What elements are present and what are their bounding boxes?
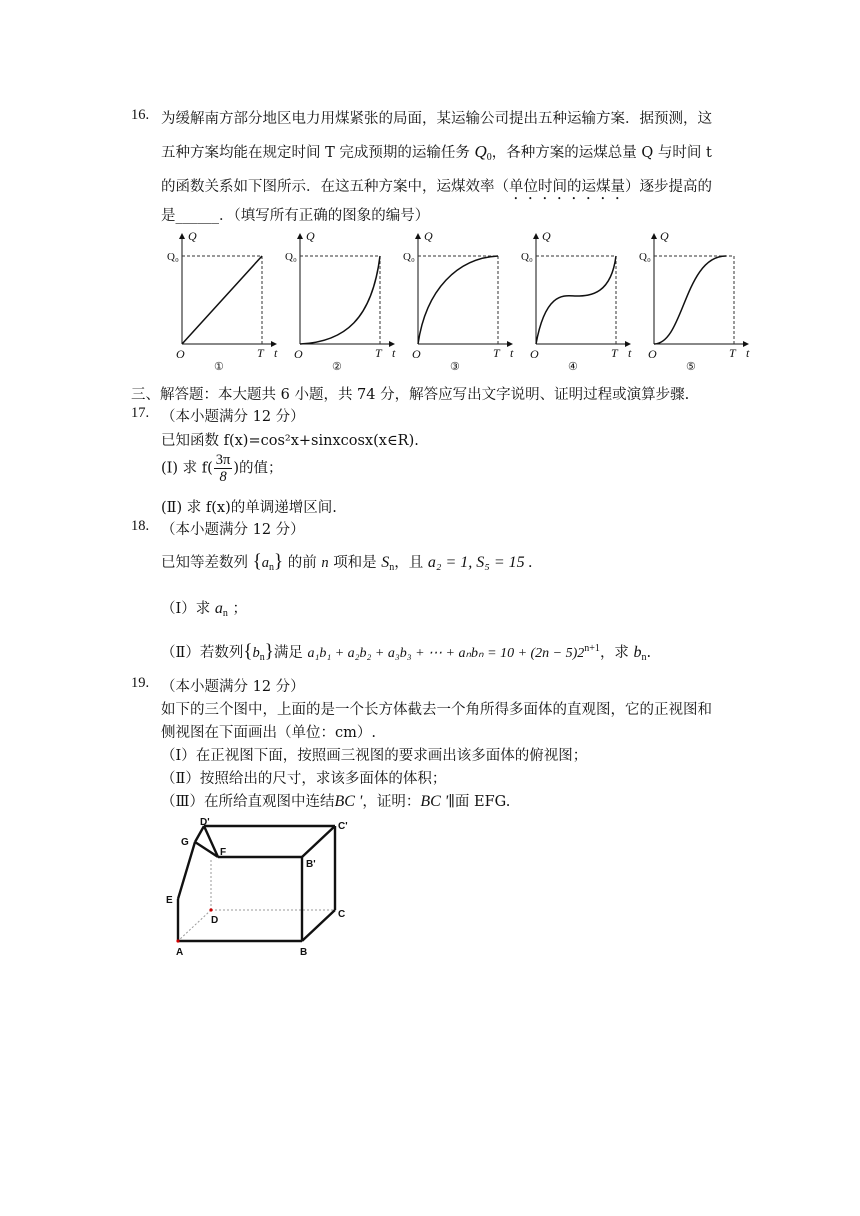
q19-number: 19. xyxy=(131,675,150,691)
vertex-label-c-prime: C' xyxy=(338,821,348,832)
graph-1-curve xyxy=(182,256,262,344)
graph-t-axis-label: t xyxy=(392,346,396,360)
q18-n: n xyxy=(321,555,329,571)
graph-3-curve xyxy=(418,256,498,344)
q19-part3 xyxy=(161,790,510,811)
graph-origin-label: O xyxy=(648,347,657,361)
q17-frac-num: 3π xyxy=(215,452,231,468)
q16-line3-text2: ）逐步提高的 xyxy=(625,179,712,195)
graph-q0-label: Q₀ xyxy=(403,251,415,263)
q16-line1: 为缓解南方部分地区电力用煤紧张的局面，某运输公司提出五种运输方案．据预测，这 xyxy=(161,111,712,127)
graph-2-curve xyxy=(300,256,380,344)
q16-graphs xyxy=(160,226,760,376)
q17-part1-post: )的值； xyxy=(233,460,283,477)
graph-T-label: T xyxy=(257,346,264,360)
q18-line1-post: ，且 xyxy=(394,555,424,571)
vertex-label-g: G xyxy=(181,837,189,848)
q18-part1-pre: （Ⅰ）求 xyxy=(161,601,211,617)
graph-4-curve xyxy=(536,256,616,344)
vertex-label-c: C xyxy=(338,909,346,920)
graph-index-label: ④ xyxy=(568,361,578,373)
q16-q0: Q xyxy=(474,142,487,161)
q19-bc-var2: BC ' xyxy=(420,793,449,810)
graph-t-axis-label: t xyxy=(510,346,514,360)
q19-part3-mid: ，证明： xyxy=(362,794,421,810)
q19-polyhedron-figure xyxy=(160,815,370,960)
graph-origin-label: O xyxy=(530,347,539,361)
graph-q-axis-label: Q xyxy=(188,229,197,243)
graph-index-label: ① xyxy=(214,361,224,373)
q16-line2-text2: ，各种方案的运煤总量 Q 与时间 t xyxy=(491,145,712,161)
graph-5 xyxy=(639,229,750,373)
q16-line4: 是______．（填写所有正确的图象的编号） xyxy=(161,208,430,224)
q16-line2 xyxy=(161,141,712,163)
q16-q0-sub: 0 xyxy=(486,152,492,163)
graph-origin-label: O xyxy=(412,347,421,361)
q18-score: （本小题满分 12 分） xyxy=(161,522,305,538)
q18-number: 18. xyxy=(131,518,150,534)
q18-sum-expr: a₁b₁ + a₂b₂ + a₃b₃ + ⋯ + aₙbₙ = 10 + (2n − 5)2 xyxy=(307,646,585,661)
q18-line1-pre: 已知等差数列 xyxy=(161,555,248,571)
q17-part2: (Ⅱ) 求 f(x)的单调递增区间. xyxy=(161,500,337,516)
q19-part1: （Ⅰ）在正视图下面，按照画三视图的要求画出该多面体的俯视图； xyxy=(161,748,588,764)
hidden-edge-da xyxy=(178,910,211,941)
q18-sum-exp: n+1 xyxy=(584,643,600,654)
graph-q-axis-label: Q xyxy=(660,229,669,243)
graph-q0-label: Q₀ xyxy=(639,251,651,263)
q18-part1: （Ⅰ）求 $a_n$ ； xyxy=(161,600,247,619)
vertex-label-d: D xyxy=(211,915,219,926)
graph-index-label: ② xyxy=(332,361,342,373)
q18-line1-mid: 的前 xyxy=(287,555,317,571)
vertex-label-b-prime: B' xyxy=(306,859,316,870)
graph-origin-label: O xyxy=(294,347,303,361)
q17-number: 17. xyxy=(131,405,150,421)
graph-4 xyxy=(521,229,632,373)
graph-3 xyxy=(403,229,514,373)
q19-line2: 侧视图在下面画出（单位：cm）. xyxy=(161,725,376,741)
q19-part2: （Ⅱ）按照给出的尺寸，求该多面体的体积； xyxy=(161,771,447,787)
vertex-label-d-prime: D' xyxy=(200,817,210,828)
q19-score: （本小题满分 12 分） xyxy=(161,679,305,695)
q18-part1-post: ； xyxy=(232,601,247,617)
graph-t-axis-label: t xyxy=(274,346,278,360)
q18-part2-end: . xyxy=(646,645,652,661)
q19-part3-pre: （Ⅲ）在所给直观图中连结 xyxy=(161,794,335,810)
q16-line2-text: 五种方案均能在规定时间 T 完成预期的运输任务 xyxy=(161,145,470,161)
vertex-label-e: E xyxy=(166,895,173,906)
graph-T-label: T xyxy=(611,346,618,360)
q18-line1-mid2: 项和是 xyxy=(333,555,377,571)
graph-index-label: ③ xyxy=(450,361,460,373)
graph-index-label: ⑤ xyxy=(686,361,696,373)
q18-S-sub: n xyxy=(389,562,395,573)
q16-emphasis-text: 单位时间的运煤量 xyxy=(509,179,625,195)
vertex-label-b: B xyxy=(300,947,308,958)
q17-part1 xyxy=(161,452,283,485)
q19-bc-var: BC ' xyxy=(334,793,363,810)
q16-line3 xyxy=(161,175,712,203)
graph-q0-label: Q₀ xyxy=(285,251,297,263)
q18-part2-pre: （Ⅱ）若数列 xyxy=(161,645,244,661)
vertex-label-a: A xyxy=(176,947,184,958)
q17-part1-pre: (Ⅰ) 求 f( xyxy=(161,460,213,477)
graph-T-label: T xyxy=(375,346,382,360)
q18-line1: 已知等差数列 $\{a_n\}$ 的前 n 项和是 $S_n$，且 a₂ = 1, S₅ = 15 . xyxy=(161,551,533,573)
graph-q-axis-label: Q xyxy=(542,229,551,243)
graph-q0-label: Q₀ xyxy=(521,251,533,263)
graph-5-curve xyxy=(654,256,726,344)
graph-T-label: T xyxy=(729,346,736,360)
q16-number: 16. xyxy=(131,107,150,123)
q18-part2-post: ，求 xyxy=(599,645,629,661)
graph-t-axis-label: t xyxy=(746,346,750,360)
q16-line3-text: 的函数关系如下图所示．在这五种方案中，运煤效率（ xyxy=(161,179,509,195)
q17-fraction xyxy=(214,452,233,485)
graph-q-axis-label: Q xyxy=(424,229,433,243)
graph-origin-label: O xyxy=(176,347,185,361)
q17-frac-den: 8 xyxy=(219,469,227,485)
graph-t-axis-label: t xyxy=(628,346,632,360)
q18-condition: a₂ = 1, S₅ = 15 . xyxy=(427,554,533,571)
q19-part3-post: ∥面 EFG. xyxy=(448,794,511,810)
graph-2 xyxy=(285,229,396,373)
graph-1 xyxy=(167,229,278,373)
q18-part2-mid: 满足 xyxy=(273,645,303,661)
q18-part2: （Ⅱ）若数列$\{b_n\}$满足 a₁b₁ + a₂b₂ + a₃b₃ + ⋯ + $a_nb_n = 10 + (2n - 5)2^{n+1}$，求 $b_n$. xyxy=(161,641,652,663)
q17-score: （本小题满分 12 分） xyxy=(161,409,305,425)
q17-given: 已知函数 f(x)=cos²x+sinxcosx(x∈R). xyxy=(161,433,419,449)
section3-heading: 三、解答题：本大题共 6 小题，共 74 分，解答应写出文字说明、证明过程或演算步骤. xyxy=(131,387,690,403)
graph-q-axis-label: Q xyxy=(306,229,315,243)
vertex-label-f: F xyxy=(220,847,227,858)
q18-S: S xyxy=(381,554,390,571)
q19-line1: 如下的三个图中，上面的是一个长方体截去一个角所得多面体的直观图，它的正视图和 xyxy=(161,702,712,718)
graph-T-label: T xyxy=(493,346,500,360)
graph-q0-label: Q₀ xyxy=(167,251,179,263)
